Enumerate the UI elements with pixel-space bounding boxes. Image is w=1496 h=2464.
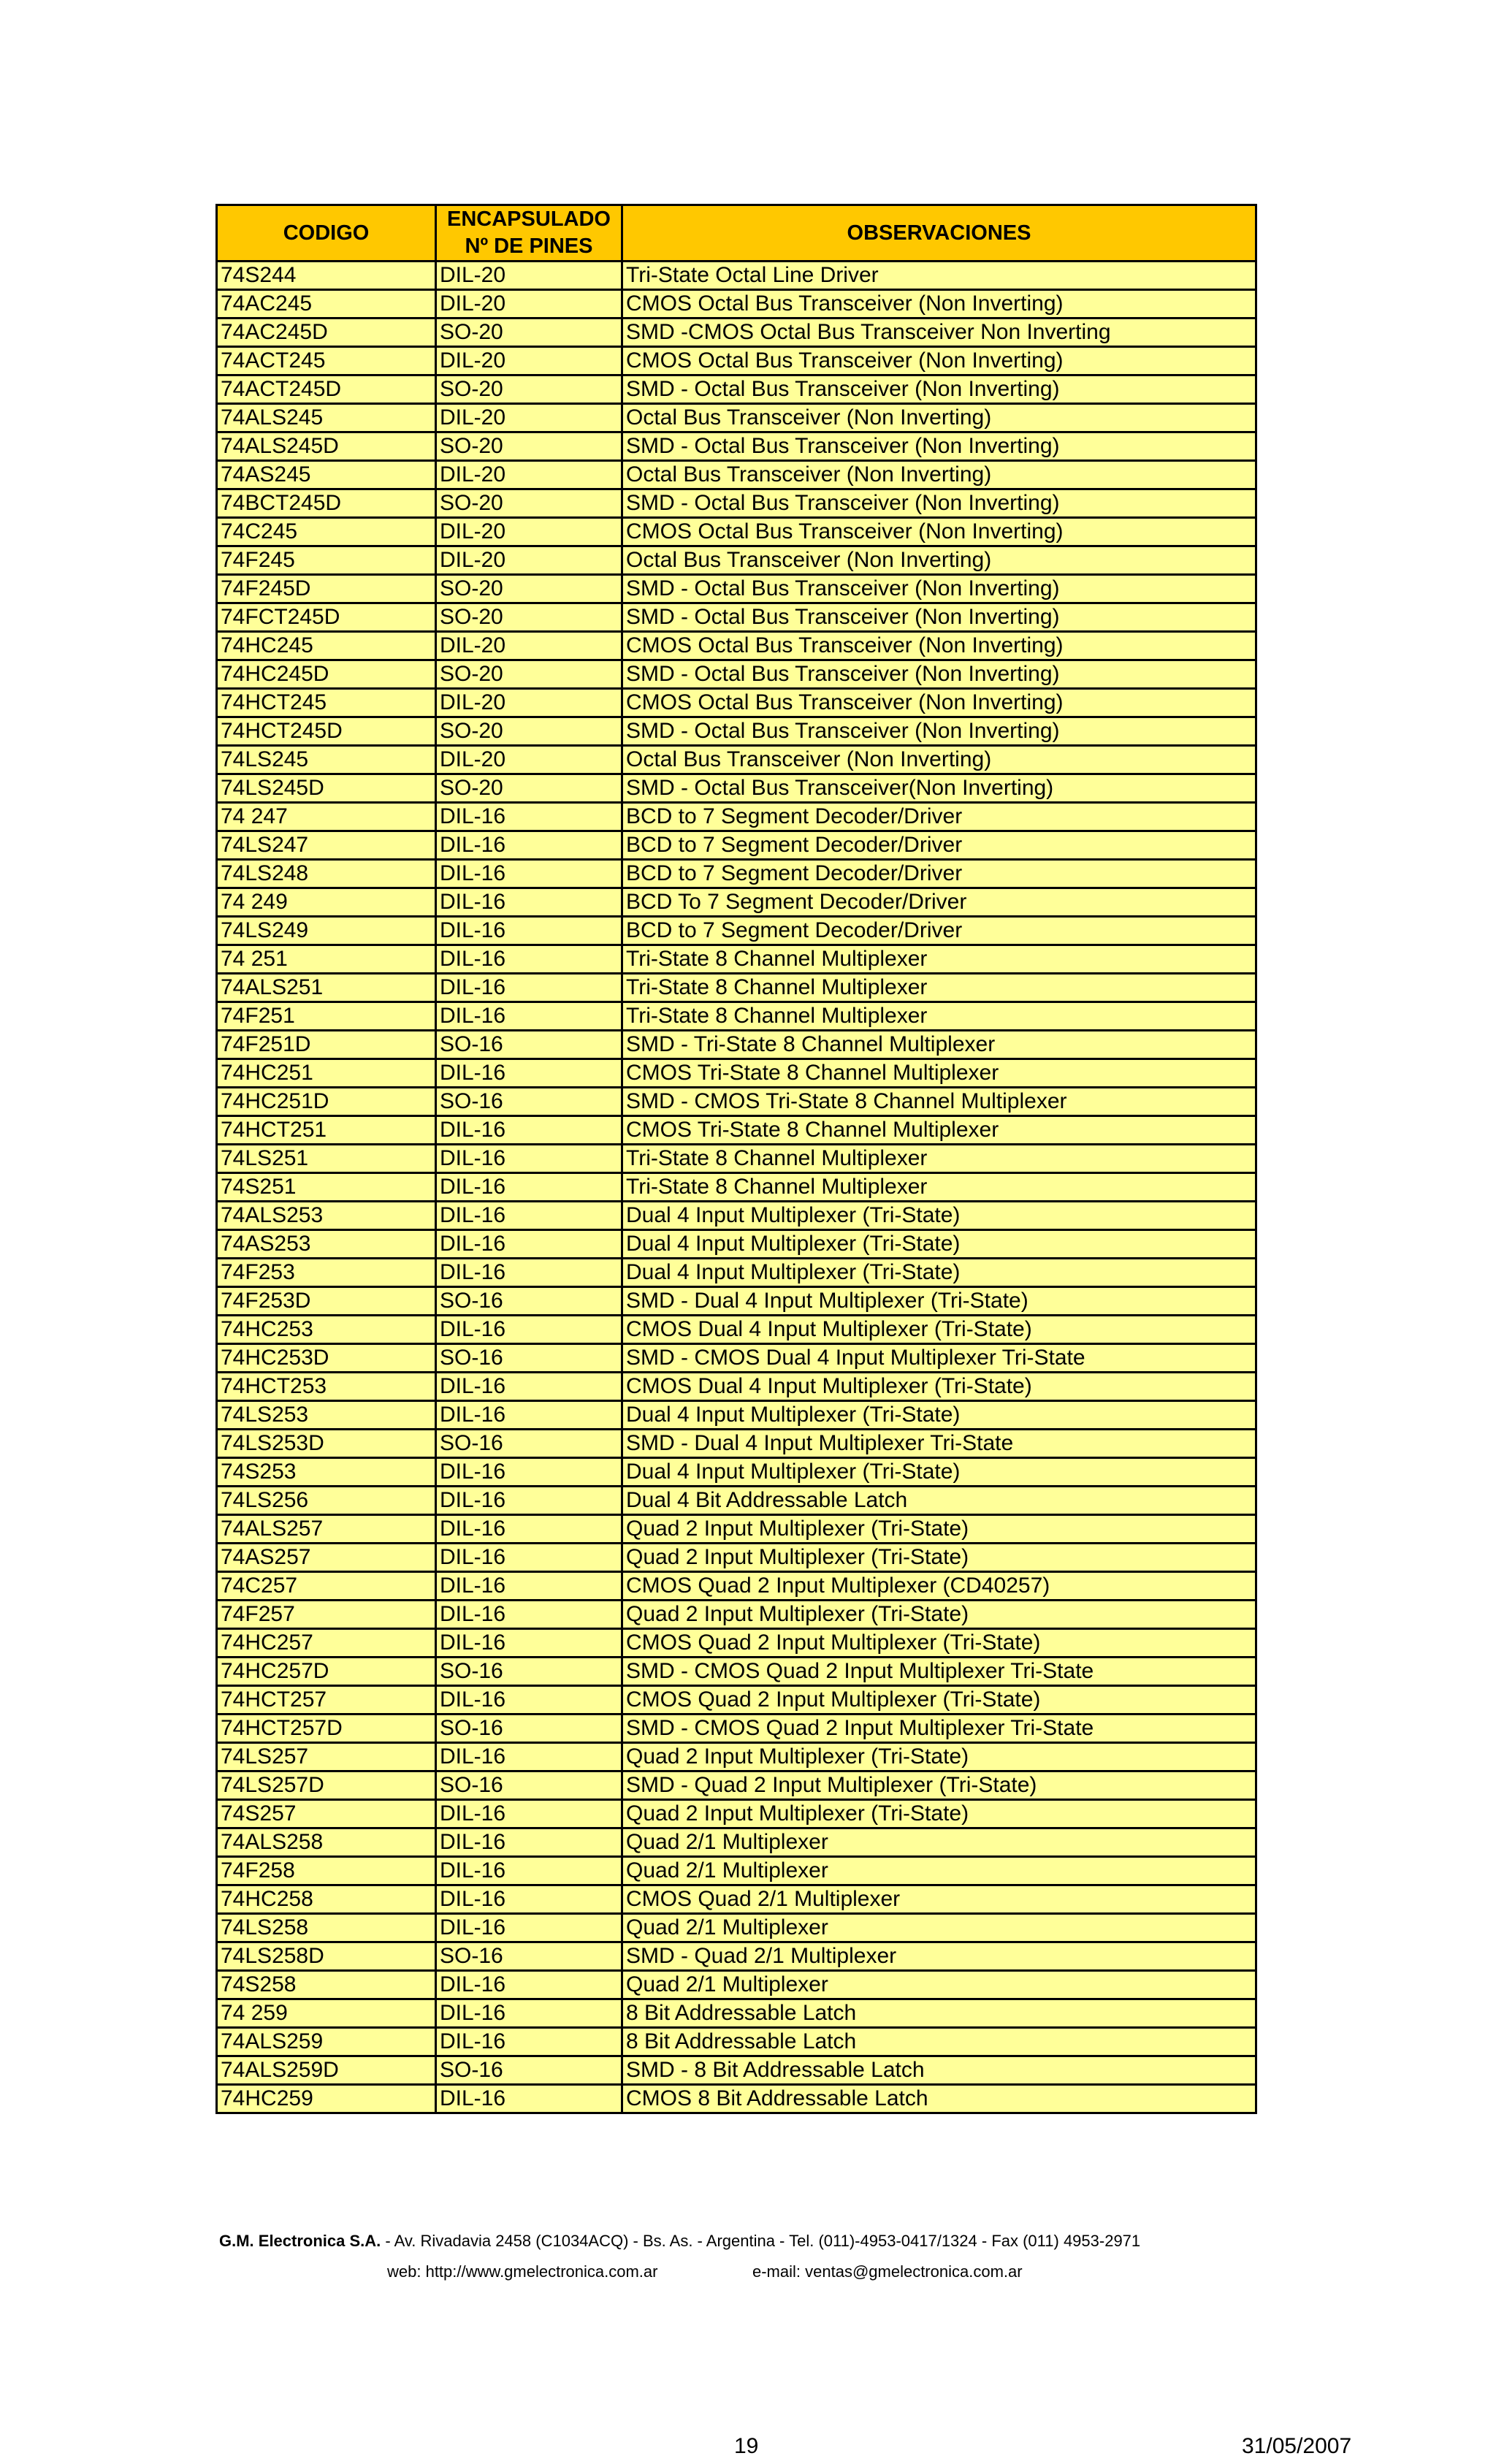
- codigo-cell: 74HC259: [217, 2085, 436, 2113]
- table-row: [217, 489, 1256, 518]
- table-row: [217, 1202, 1256, 1230]
- codigo-cell: 74F245: [217, 546, 436, 575]
- codigo-cell: 74LS257: [217, 1743, 436, 1771]
- encapsulado-cell: DIL-16: [436, 1316, 622, 1344]
- observaciones-cell: CMOS Octal Bus Transceiver (Non Inverting): [622, 347, 1256, 375]
- encapsulado-cell: DIL-16: [436, 1601, 622, 1629]
- footer-company: G.M. Electronica S.A.: [219, 2232, 381, 2250]
- table-row: [217, 831, 1256, 860]
- codigo-cell: 74LS253: [217, 1401, 436, 1430]
- codigo-cell: 74LS247: [217, 831, 436, 860]
- observaciones-cell: Octal Bus Transceiver (Non Inverting): [622, 546, 1256, 575]
- observaciones-cell: BCD to 7 Segment Decoder/Driver: [622, 860, 1256, 888]
- encapsulado-cell: DIL-16: [436, 1059, 622, 1088]
- table-row: [217, 1743, 1256, 1771]
- observaciones-cell: CMOS Tri-State 8 Channel Multiplexer: [622, 1116, 1256, 1145]
- codigo-cell: 74F253D: [217, 1287, 436, 1316]
- encapsulado-cell: SO-16: [436, 1771, 622, 1800]
- observaciones-cell: Tri-State 8 Channel Multiplexer: [622, 1173, 1256, 1202]
- table-row: [217, 347, 1256, 375]
- table-row: [217, 774, 1256, 803]
- observaciones-cell: 8 Bit Addressable Latch: [622, 2028, 1256, 2056]
- observaciones-cell: Quad 2 Input Multiplexer (Tri-State): [622, 1515, 1256, 1544]
- table-row: [217, 1430, 1256, 1458]
- encapsulado-cell: DIL-16: [436, 2085, 622, 2113]
- table-row: [217, 1914, 1256, 1942]
- encapsulado-cell: DIL-20: [436, 461, 622, 489]
- encapsulado-cell: DIL-16: [436, 1515, 622, 1544]
- codigo-cell: 74AS245: [217, 461, 436, 489]
- codigo-cell: 74HCT257: [217, 1686, 436, 1714]
- codigo-cell: 74HCT245: [217, 689, 436, 717]
- encapsulado-cell: DIL-16: [436, 1999, 622, 2028]
- codigo-cell: 74HC245: [217, 632, 436, 660]
- table-row: [217, 1002, 1256, 1031]
- encapsulado-cell: DIL-16: [436, 888, 622, 917]
- codigo-cell: 74HCT257D: [217, 1714, 436, 1743]
- table-row: [217, 1487, 1256, 1515]
- observaciones-cell: Dual 4 Input Multiplexer (Tri-State): [622, 1259, 1256, 1287]
- encapsulado-cell: SO-16: [436, 1942, 622, 1971]
- table-row: [217, 917, 1256, 945]
- encapsulado-cell: DIL-16: [436, 1002, 622, 1031]
- observaciones-cell: SMD - CMOS Dual 4 Input Multiplexer Tri-State: [622, 1344, 1256, 1373]
- encapsulado-cell: DIL-16: [436, 1914, 622, 1942]
- table-row: [217, 1686, 1256, 1714]
- encapsulado-cell: DIL-16: [436, 1743, 622, 1771]
- codigo-cell: 74ALS259: [217, 2028, 436, 2056]
- observaciones-cell: Tri-State Octal Line Driver: [622, 262, 1256, 290]
- encapsulado-cell: DIL-20: [436, 746, 622, 774]
- encapsulado-cell: SO-20: [436, 575, 622, 603]
- observaciones-cell: CMOS Quad 2/1 Multiplexer: [622, 1885, 1256, 1914]
- table-row: [217, 1857, 1256, 1885]
- observaciones-cell: Tri-State 8 Channel Multiplexer: [622, 1145, 1256, 1173]
- encapsulado-cell: DIL-16: [436, 1259, 622, 1287]
- observaciones-cell: Dual 4 Input Multiplexer (Tri-State): [622, 1458, 1256, 1487]
- encapsulado-cell: DIL-20: [436, 546, 622, 575]
- encapsulado-cell: SO-16: [436, 1658, 622, 1686]
- codigo-cell: 74LS253D: [217, 1430, 436, 1458]
- encapsulado-cell: DIL-16: [436, 1572, 622, 1601]
- table-row: [217, 1971, 1256, 1999]
- table-row: [217, 575, 1256, 603]
- codigo-cell: 74S258: [217, 1971, 436, 1999]
- codigo-cell: 74F257: [217, 1601, 436, 1629]
- encapsulado-cell: DIL-16: [436, 1686, 622, 1714]
- encapsulado-cell: SO-20: [436, 319, 622, 347]
- encapsulado-cell: DIL-16: [436, 1971, 622, 1999]
- codigo-cell: 74HC257D: [217, 1658, 436, 1686]
- table-row: [217, 404, 1256, 432]
- observaciones-cell: CMOS Octal Bus Transceiver (Non Inverting): [622, 689, 1256, 717]
- observaciones-cell: Octal Bus Transceiver (Non Inverting): [622, 461, 1256, 489]
- table-row: [217, 518, 1256, 546]
- observaciones-cell: SMD - Octal Bus Transceiver (Non Inverting): [622, 575, 1256, 603]
- table-row: [217, 1173, 1256, 1202]
- observaciones-cell: CMOS Dual 4 Input Multiplexer (Tri-State): [622, 1316, 1256, 1344]
- encapsulado-cell: SO-16: [436, 1344, 622, 1373]
- table-row: [217, 860, 1256, 888]
- codigo-cell: 74HC245D: [217, 660, 436, 689]
- codigo-cell: 74ALS253: [217, 1202, 436, 1230]
- observaciones-cell: SMD - Dual 4 Input Multiplexer (Tri-State): [622, 1287, 1256, 1316]
- encapsulado-cell: SO-20: [436, 717, 622, 746]
- encapsulado-cell: DIL-16: [436, 1800, 622, 1828]
- codigo-cell: 74ALS259D: [217, 2056, 436, 2085]
- table-row: [217, 2028, 1256, 2056]
- table-row: [217, 1544, 1256, 1572]
- header-codigo: CODIGO: [217, 205, 436, 262]
- codigo-cell: 74S244: [217, 262, 436, 290]
- codigo-cell: 74F253: [217, 1259, 436, 1287]
- codigo-cell: 74ACT245: [217, 347, 436, 375]
- table-row: [217, 1031, 1256, 1059]
- codigo-cell: 74LS258D: [217, 1942, 436, 1971]
- table-row: [217, 888, 1256, 917]
- observaciones-cell: SMD - Octal Bus Transceiver (Non Inverting): [622, 375, 1256, 404]
- observaciones-cell: BCD to 7 Segment Decoder/Driver: [622, 831, 1256, 860]
- table-row: [217, 1116, 1256, 1145]
- observaciones-cell: Dual 4 Input Multiplexer (Tri-State): [622, 1202, 1256, 1230]
- table-row: [217, 432, 1256, 461]
- observaciones-cell: SMD - Quad 2/1 Multiplexer: [622, 1942, 1256, 1971]
- codigo-cell: 74LS256: [217, 1487, 436, 1515]
- table-row: [217, 375, 1256, 404]
- observaciones-cell: CMOS Octal Bus Transceiver (Non Inverting): [622, 290, 1256, 319]
- observaciones-cell: SMD - Octal Bus Transceiver (Non Inverting): [622, 717, 1256, 746]
- table-row: [217, 803, 1256, 831]
- codigo-cell: 74F251D: [217, 1031, 436, 1059]
- codigo-cell: 74 259: [217, 1999, 436, 2028]
- product-table: [215, 204, 1257, 2114]
- header-observaciones: OBSERVACIONES: [622, 205, 1256, 262]
- codigo-cell: 74C245: [217, 518, 436, 546]
- codigo-cell: 74ACT245D: [217, 375, 436, 404]
- codigo-cell: 74C257: [217, 1572, 436, 1601]
- observaciones-cell: Quad 2 Input Multiplexer (Tri-State): [622, 1800, 1256, 1828]
- table-row: [217, 461, 1256, 489]
- encapsulado-cell: DIL-16: [436, 1230, 622, 1259]
- observaciones-cell: Quad 2/1 Multiplexer: [622, 1971, 1256, 1999]
- codigo-cell: 74ALS245D: [217, 432, 436, 461]
- observaciones-cell: SMD - Octal Bus Transceiver (Non Inverting): [622, 489, 1256, 518]
- table-row: [217, 546, 1256, 575]
- encapsulado-cell: SO-20: [436, 432, 622, 461]
- table-row: [217, 1714, 1256, 1743]
- codigo-cell: 74FCT245D: [217, 603, 436, 632]
- observaciones-cell: CMOS Octal Bus Transceiver (Non Inverting): [622, 632, 1256, 660]
- codigo-cell: 74F245D: [217, 575, 436, 603]
- table-row: [217, 1629, 1256, 1658]
- codigo-cell: 74F251: [217, 1002, 436, 1031]
- observaciones-cell: CMOS Quad 2 Input Multiplexer (Tri-State): [622, 1686, 1256, 1714]
- table-row: [217, 262, 1256, 290]
- observaciones-cell: Quad 2 Input Multiplexer (Tri-State): [622, 1601, 1256, 1629]
- table-row: [217, 1800, 1256, 1828]
- observaciones-cell: SMD - Octal Bus Transceiver (Non Inverting): [622, 660, 1256, 689]
- observaciones-cell: SMD - Dual 4 Input Multiplexer Tri-State: [622, 1430, 1256, 1458]
- encapsulado-cell: DIL-16: [436, 1458, 622, 1487]
- encapsulado-cell: SO-16: [436, 1088, 622, 1116]
- observaciones-cell: CMOS Quad 2 Input Multiplexer (CD40257): [622, 1572, 1256, 1601]
- encapsulado-cell: DIL-16: [436, 974, 622, 1002]
- table-row: [217, 1515, 1256, 1544]
- encapsulado-cell: DIL-16: [436, 1857, 622, 1885]
- codigo-cell: 74HC251: [217, 1059, 436, 1088]
- table-row: [217, 1088, 1256, 1116]
- observaciones-cell: Dual 4 Bit Addressable Latch: [622, 1487, 1256, 1515]
- encapsulado-cell: SO-16: [436, 2056, 622, 2085]
- encapsulado-cell: SO-20: [436, 603, 622, 632]
- observaciones-cell: SMD - Octal Bus Transceiver(Non Inverting): [622, 774, 1256, 803]
- observaciones-cell: Quad 2 Input Multiplexer (Tri-State): [622, 1743, 1256, 1771]
- page-date: 31/05/2007: [1242, 2434, 1352, 2458]
- observaciones-cell: SMD - Quad 2 Input Multiplexer (Tri-State): [622, 1771, 1256, 1800]
- codigo-cell: 74HCT251: [217, 1116, 436, 1145]
- table-row: [217, 1059, 1256, 1088]
- table-row: [217, 689, 1256, 717]
- table-row: [217, 1572, 1256, 1601]
- codigo-cell: 74BCT245D: [217, 489, 436, 518]
- table-row: [217, 1771, 1256, 1800]
- observaciones-cell: Octal Bus Transceiver (Non Inverting): [622, 404, 1256, 432]
- codigo-cell: 74LS249: [217, 917, 436, 945]
- encapsulado-cell: DIL-20: [436, 689, 622, 717]
- table-row: [217, 717, 1256, 746]
- observaciones-cell: SMD - Octal Bus Transceiver (Non Inverting): [622, 603, 1256, 632]
- table-body: [217, 262, 1256, 2113]
- observaciones-cell: SMD - 8 Bit Addressable Latch: [622, 2056, 1256, 2085]
- observaciones-cell: Quad 2/1 Multiplexer: [622, 1914, 1256, 1942]
- codigo-cell: 74ALS258: [217, 1828, 436, 1857]
- observaciones-cell: CMOS 8 Bit Addressable Latch: [622, 2085, 1256, 2113]
- table-row: [217, 1259, 1256, 1287]
- encapsulado-cell: DIL-16: [436, 2028, 622, 2056]
- table-row: [217, 1828, 1256, 1857]
- encapsulado-cell: DIL-16: [436, 1629, 622, 1658]
- table-row: [217, 603, 1256, 632]
- page-number: 19: [734, 2434, 759, 2458]
- encapsulado-cell: DIL-16: [436, 1401, 622, 1430]
- observaciones-cell: BCD To 7 Segment Decoder/Driver: [622, 888, 1256, 917]
- encapsulado-cell: SO-16: [436, 1287, 622, 1316]
- table-row: [217, 1942, 1256, 1971]
- codigo-cell: 74LS245D: [217, 774, 436, 803]
- observaciones-cell: SMD - CMOS Quad 2 Input Multiplexer Tri-State: [622, 1658, 1256, 1686]
- encapsulado-cell: SO-20: [436, 774, 622, 803]
- encapsulado-cell: DIL-16: [436, 803, 622, 831]
- observaciones-cell: CMOS Tri-State 8 Channel Multiplexer: [622, 1059, 1256, 1088]
- codigo-cell: 74HCT245D: [217, 717, 436, 746]
- encapsulado-cell: DIL-20: [436, 518, 622, 546]
- table-row: [217, 319, 1256, 347]
- observaciones-cell: BCD to 7 Segment Decoder/Driver: [622, 803, 1256, 831]
- codigo-cell: 74AS257: [217, 1544, 436, 1572]
- table-row: [217, 1230, 1256, 1259]
- table-row: [217, 1316, 1256, 1344]
- codigo-cell: 74HC253D: [217, 1344, 436, 1373]
- footer-address: - Av. Rivadavia 2458 (C1034ACQ) - Bs. As. - Argentina - Tel. (011)-4953-0417/1324 - Fax (011) 4953-2971: [381, 2232, 1141, 2250]
- table-row: [217, 1601, 1256, 1629]
- encapsulado-cell: DIL-20: [436, 290, 622, 319]
- table-row: [217, 1344, 1256, 1373]
- observaciones-cell: SMD -CMOS Octal Bus Transceiver Non Inverting: [622, 319, 1256, 347]
- encapsulado-cell: DIL-20: [436, 347, 622, 375]
- footer-email[interactable]: e-mail: ventas@gmelectronica.com.ar: [752, 2262, 1023, 2281]
- codigo-cell: 74LS258: [217, 1914, 436, 1942]
- observaciones-cell: Quad 2/1 Multiplexer: [622, 1857, 1256, 1885]
- table-row: [217, 1145, 1256, 1173]
- encapsulado-cell: SO-20: [436, 489, 622, 518]
- footer-contact-line: [219, 2232, 1140, 2251]
- encapsulado-cell: DIL-16: [436, 1828, 622, 1857]
- table-row: [217, 1999, 1256, 2028]
- table-row: [217, 1287, 1256, 1316]
- observaciones-cell: Quad 2 Input Multiplexer (Tri-State): [622, 1544, 1256, 1572]
- observaciones-cell: Tri-State 8 Channel Multiplexer: [622, 974, 1256, 1002]
- table-header-row: [217, 205, 1256, 262]
- encapsulado-cell: DIL-16: [436, 1885, 622, 1914]
- table-row: [217, 2056, 1256, 2085]
- table-row: [217, 290, 1256, 319]
- observaciones-cell: Octal Bus Transceiver (Non Inverting): [622, 746, 1256, 774]
- table-row: [217, 1885, 1256, 1914]
- encapsulado-cell: DIL-16: [436, 1487, 622, 1515]
- observaciones-cell: 8 Bit Addressable Latch: [622, 1999, 1256, 2028]
- codigo-cell: 74AC245D: [217, 319, 436, 347]
- codigo-cell: 74LS248: [217, 860, 436, 888]
- observaciones-cell: SMD - Octal Bus Transceiver (Non Inverting): [622, 432, 1256, 461]
- observaciones-cell: CMOS Octal Bus Transceiver (Non Inverting): [622, 518, 1256, 546]
- encapsulado-cell: DIL-16: [436, 1116, 622, 1145]
- header-encapsulado: [436, 205, 622, 262]
- table-row: [217, 746, 1256, 774]
- observaciones-cell: Tri-State 8 Channel Multiplexer: [622, 1002, 1256, 1031]
- codigo-cell: 74F258: [217, 1857, 436, 1885]
- observaciones-cell: Dual 4 Input Multiplexer (Tri-State): [622, 1401, 1256, 1430]
- observaciones-cell: CMOS Dual 4 Input Multiplexer (Tri-State): [622, 1373, 1256, 1401]
- header-encapsulado-line1: ENCAPSULADO: [447, 207, 611, 231]
- codigo-cell: 74S257: [217, 1800, 436, 1828]
- codigo-cell: 74HCT253: [217, 1373, 436, 1401]
- encapsulado-cell: SO-20: [436, 660, 622, 689]
- codigo-cell: 74 249: [217, 888, 436, 917]
- encapsulado-cell: DIL-16: [436, 1544, 622, 1572]
- codigo-cell: 74LS245: [217, 746, 436, 774]
- observaciones-cell: Tri-State 8 Channel Multiplexer: [622, 945, 1256, 974]
- codigo-cell: 74HC258: [217, 1885, 436, 1914]
- encapsulado-cell: DIL-20: [436, 404, 622, 432]
- codigo-cell: 74AC245: [217, 290, 436, 319]
- table-row: [217, 2085, 1256, 2113]
- table-row: [217, 660, 1256, 689]
- observaciones-cell: BCD to 7 Segment Decoder/Driver: [622, 917, 1256, 945]
- encapsulado-cell: DIL-16: [436, 1145, 622, 1173]
- table-row: [217, 1373, 1256, 1401]
- codigo-cell: 74ALS257: [217, 1515, 436, 1544]
- codigo-cell: 74S253: [217, 1458, 436, 1487]
- encapsulado-cell: DIL-16: [436, 1373, 622, 1401]
- table-row: [217, 1458, 1256, 1487]
- encapsulado-cell: SO-20: [436, 375, 622, 404]
- observaciones-cell: Dual 4 Input Multiplexer (Tri-State): [622, 1230, 1256, 1259]
- codigo-cell: 74HC253: [217, 1316, 436, 1344]
- codigo-cell: 74 247: [217, 803, 436, 831]
- encapsulado-cell: DIL-16: [436, 917, 622, 945]
- encapsulado-cell: DIL-16: [436, 1173, 622, 1202]
- codigo-cell: 74LS251: [217, 1145, 436, 1173]
- observaciones-cell: SMD - CMOS Tri-State 8 Channel Multiplexer: [622, 1088, 1256, 1116]
- observaciones-cell: SMD - CMOS Quad 2 Input Multiplexer Tri-State: [622, 1714, 1256, 1743]
- encapsulado-cell: SO-16: [436, 1430, 622, 1458]
- encapsulado-cell: DIL-16: [436, 831, 622, 860]
- observaciones-cell: Quad 2/1 Multiplexer: [622, 1828, 1256, 1857]
- codigo-cell: 74ALS245: [217, 404, 436, 432]
- observaciones-cell: CMOS Quad 2 Input Multiplexer (Tri-State): [622, 1629, 1256, 1658]
- codigo-cell: 74S251: [217, 1173, 436, 1202]
- codigo-cell: 74LS257D: [217, 1771, 436, 1800]
- encapsulado-cell: DIL-20: [436, 262, 622, 290]
- encapsulado-cell: DIL-16: [436, 1202, 622, 1230]
- encapsulado-cell: DIL-20: [436, 632, 622, 660]
- encapsulado-cell: SO-16: [436, 1714, 622, 1743]
- table-row: [217, 632, 1256, 660]
- observaciones-cell: SMD - Tri-State 8 Channel Multiplexer: [622, 1031, 1256, 1059]
- encapsulado-cell: SO-16: [436, 1031, 622, 1059]
- table-row: [217, 1401, 1256, 1430]
- table-row: [217, 974, 1256, 1002]
- codigo-cell: 74 251: [217, 945, 436, 974]
- codigo-cell: 74HC257: [217, 1629, 436, 1658]
- codigo-cell: 74HC251D: [217, 1088, 436, 1116]
- table-row: [217, 1658, 1256, 1686]
- encapsulado-cell: DIL-16: [436, 945, 622, 974]
- header-encapsulado-line2: Nº DE PINES: [465, 234, 593, 258]
- codigo-cell: 74AS253: [217, 1230, 436, 1259]
- codigo-cell: 74ALS251: [217, 974, 436, 1002]
- footer-web[interactable]: web: http://www.gmelectronica.com.ar: [387, 2262, 658, 2281]
- table-row: [217, 945, 1256, 974]
- encapsulado-cell: DIL-16: [436, 860, 622, 888]
